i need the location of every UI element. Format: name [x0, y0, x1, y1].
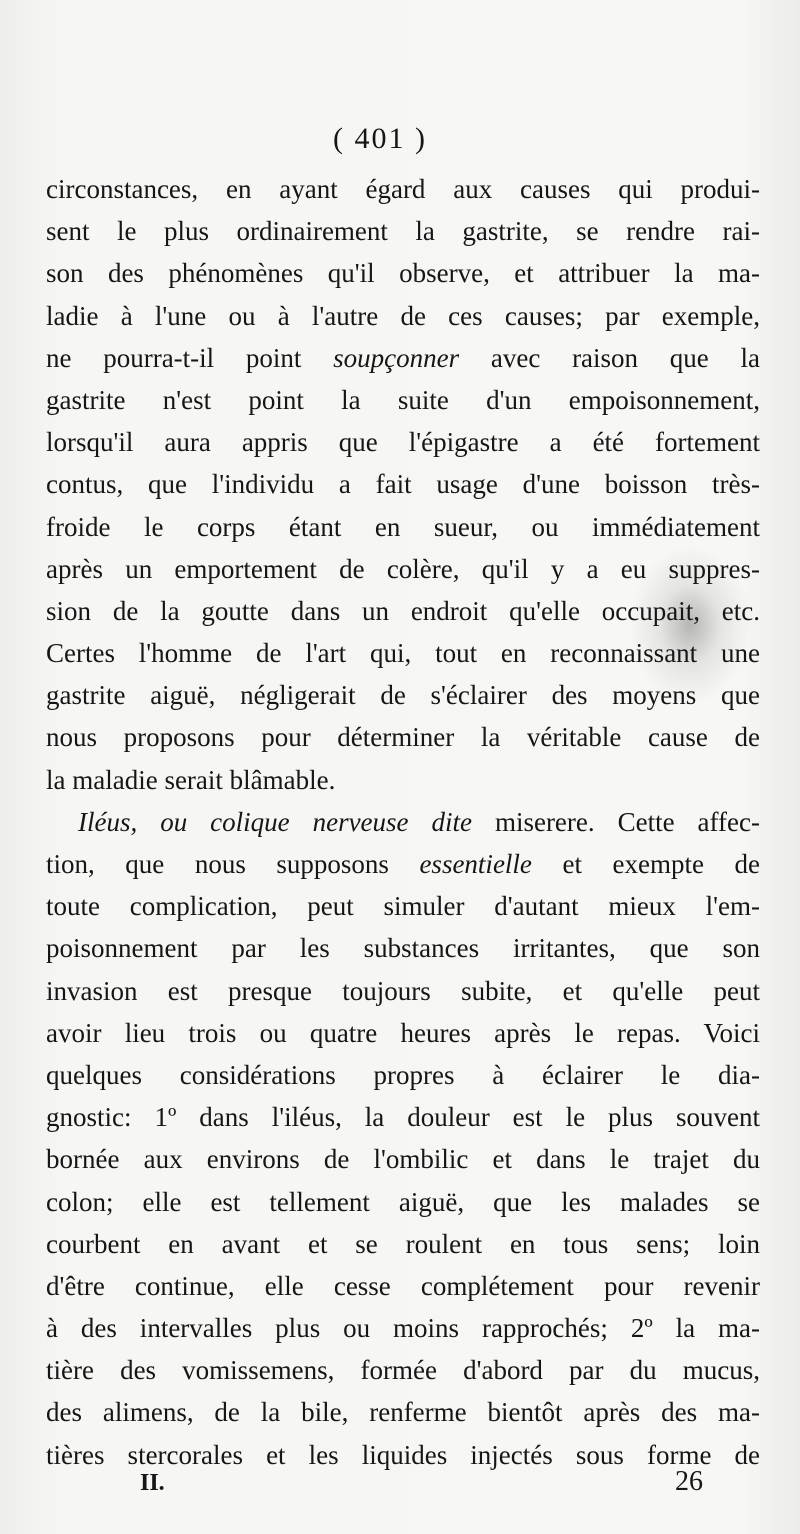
signature-mark: II. — [140, 1470, 165, 1496]
text-run: ladie à l'une ou à l'autre de ces causes; par exemple, — [46, 300, 760, 331]
text-run: tière des vomissemens, formée d'abord par du mucus, — [46, 1355, 760, 1386]
text-line — [46, 463, 760, 505]
italic-text: soupçonner — [333, 342, 460, 373]
text-run: nous proposons pour déterminer la véritable cause de — [46, 722, 760, 753]
text-run: avoir lieu trois ou quatre heures après le repas. Voici — [46, 1017, 760, 1048]
text-run: sion de la goutte dans un endroit qu'elle occupait, etc. — [46, 595, 760, 626]
text-run: gnostic: 1º dans l'iléus, la douleur est le plus souvent — [46, 1102, 760, 1133]
text-line — [46, 759, 760, 801]
text-line — [46, 379, 760, 421]
text-run: lorsqu'il aura appris que l'épigastre a été fortement — [46, 427, 760, 458]
text-run: son des phénomènes qu'il observe, et attribuer la ma- — [46, 258, 760, 289]
text-run: ne pourra-t-il point — [46, 342, 334, 373]
text-line — [46, 1096, 760, 1138]
text-line — [46, 210, 760, 252]
italic-text: essentielle — [419, 849, 532, 879]
text-run: circonstances, en ayant égard aux causes qui produi- — [46, 174, 760, 204]
text-run: invasion est presque toujours subite, et qu'elle peut — [46, 975, 760, 1006]
text-line — [46, 1054, 760, 1096]
text-run: sent le plus ordinairement la gastrite, se rendre rai- — [46, 216, 760, 247]
text-line — [46, 1265, 760, 1307]
text-run: avec raison que la — [459, 342, 760, 373]
text-line — [46, 1012, 760, 1054]
text-line — [46, 1307, 760, 1349]
text-line — [46, 843, 760, 885]
text-line — [46, 506, 760, 548]
text-run: à des intervalles plus ou moins rapprochés; 2º la ma- — [46, 1313, 760, 1344]
text-run: miserere. Cette affec- — [471, 806, 760, 837]
text-line — [46, 1181, 760, 1223]
text-run: tion, que nous supposons — [46, 849, 420, 879]
text-run: et exempte de — [531, 849, 760, 879]
page-number: 26 — [675, 1466, 703, 1497]
text-run: Certes l'homme de l'art qui, tout en reconnaissant une — [46, 638, 760, 669]
text-run: la maladie serait blâmable. — [46, 764, 336, 795]
text-run: gastrite aiguë, négligerait de s'éclairer des moyens que — [46, 680, 760, 711]
text-line — [46, 548, 760, 590]
text-run: toute complication, peut simuler d'autant mieux l'em- — [46, 891, 760, 922]
text-line — [46, 590, 760, 632]
text-line — [46, 1349, 760, 1391]
text-run: poisonnement par les substances irritantes, que son — [46, 933, 760, 964]
text-line — [46, 1223, 760, 1265]
page-folio: ( 401 ) — [333, 122, 427, 155]
text-run: courbent en avant et se roulent en tous sens; loin — [46, 1228, 760, 1259]
text-line — [46, 927, 760, 969]
italic-text: Iléus, ou colique nerveuse dite — [78, 806, 472, 837]
text-run: des alimens, de la bile, renferme bientôt après des ma- — [46, 1397, 760, 1428]
text-line — [46, 337, 760, 379]
text-line — [46, 970, 760, 1012]
text-line — [46, 1138, 760, 1180]
text-run: gastrite n'est point la suite d'un empoisonnement, — [46, 384, 760, 415]
text-line — [46, 716, 760, 758]
text-run: tières stercorales et les liquides injectés sous forme de — [46, 1439, 760, 1470]
text-run: froide le corps étant en sueur, ou immédiatement — [46, 511, 760, 542]
text-line — [46, 885, 760, 927]
text-line — [46, 801, 760, 843]
text-line — [46, 1391, 760, 1433]
text-run: d'être continue, elle cesse complétement pour revenir — [46, 1270, 760, 1301]
text-line — [46, 168, 760, 210]
text-run: quelques considérations propres à éclairer le dia- — [46, 1059, 760, 1090]
text-line — [46, 674, 760, 716]
text-run: colon; elle est tellement aiguë, que les malades se — [46, 1186, 760, 1217]
text-run: contus, que l'individu a fait usage d'une boisson très- — [46, 469, 760, 500]
text-line — [46, 421, 760, 463]
text-run: bornée aux environs de l'ombilic et dans le trajet du — [46, 1144, 760, 1175]
text-line — [46, 252, 760, 294]
text-line — [46, 295, 760, 337]
text-line — [46, 632, 760, 674]
body-text — [46, 168, 760, 1476]
text-run: après un emportement de colère, qu'il y a eu suppres- — [46, 553, 760, 584]
